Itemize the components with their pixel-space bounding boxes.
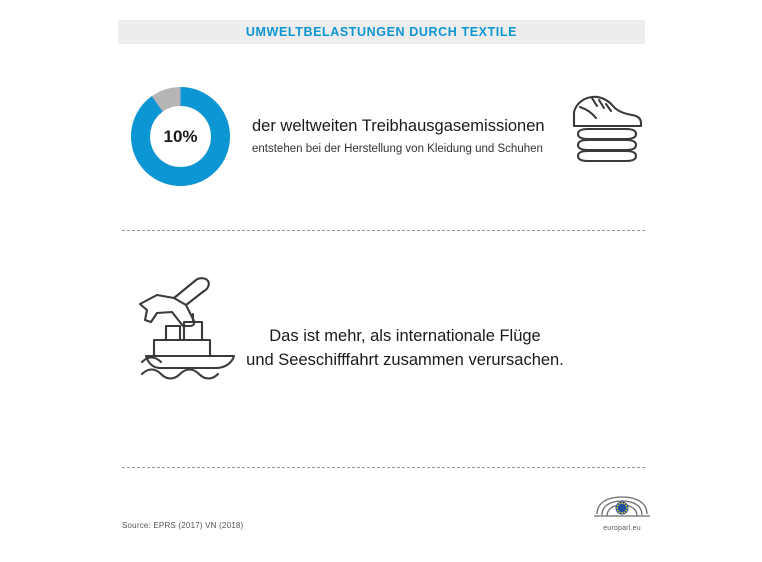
donut-chart — [128, 84, 233, 189]
european-parliament-logo-svg — [591, 493, 653, 523]
donut-value-label: 10% — [163, 126, 198, 146]
stat-headline: der weltweiten Treibhausgasemissionen — [252, 117, 545, 135]
stat-text-block — [252, 116, 552, 157]
comparison-line-one: Das ist mehr, als internationale Flüge — [269, 327, 541, 345]
airplane-and-cargo-ship-icon — [124, 264, 254, 382]
transport-icon-svg — [124, 264, 254, 382]
divider-top — [122, 230, 645, 231]
page-title: UMWELTBELASTUNGEN DURCH TEXTILE — [245, 25, 518, 39]
shoe-and-folded-clothes-icon — [556, 82, 648, 174]
header-band — [118, 20, 645, 44]
logo-url-label: europarl.eu — [603, 525, 641, 532]
shoe-icon-svg — [556, 82, 648, 174]
european-parliament-logo — [588, 493, 656, 537]
comparison-line-two: und Seeschifffahrt zusammen verursachen. — [246, 350, 564, 369]
source-note: Source: EPRS (2017) VN (2018) — [122, 521, 244, 530]
divider-bottom — [122, 467, 645, 468]
stat-subline: entstehen bei der Herstellung von Kleidung und Schuhen — [252, 142, 543, 155]
comparison-text-block — [240, 325, 570, 373]
